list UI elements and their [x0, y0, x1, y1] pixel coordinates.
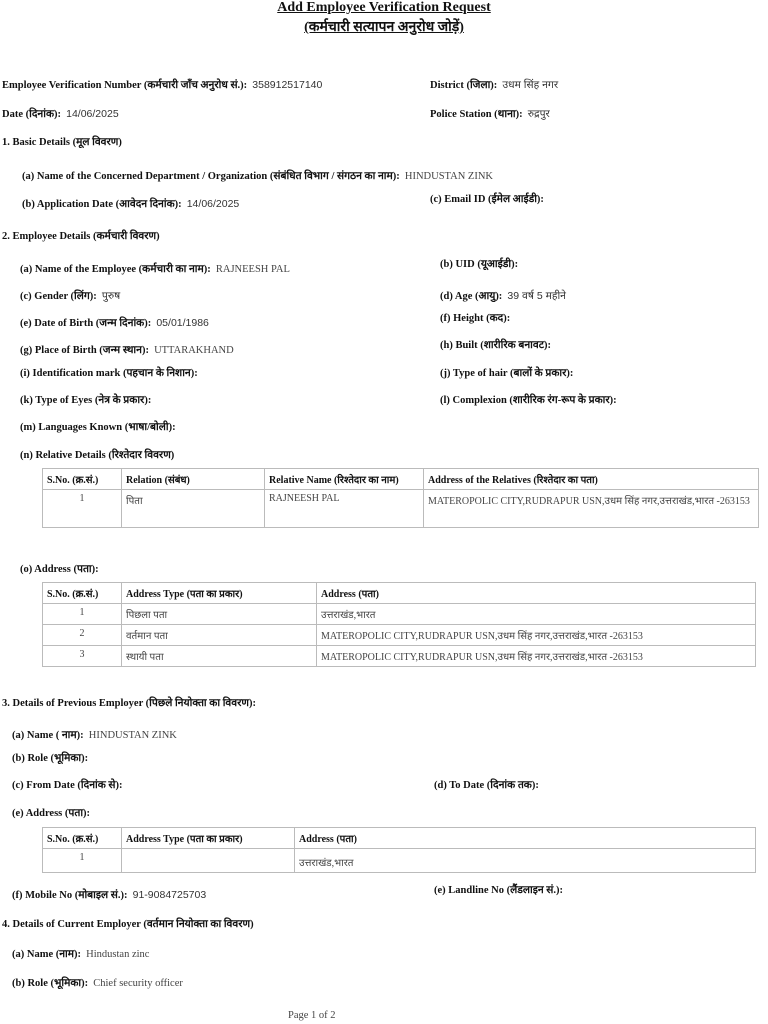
relative-table — [42, 468, 759, 528]
age-field — [440, 284, 566, 303]
date-value: 14/06/2025 — [66, 108, 119, 120]
evn-field — [2, 73, 322, 92]
hair-label: (j) Type of hair (बालों के प्रकार): — [440, 368, 574, 379]
cur-role-label: (b) Role (भूमिका): — [12, 978, 89, 989]
evn-label: Employee Verification Number (कर्मचारी जाँच अनुरोध सं.): — [2, 80, 248, 91]
district-value: उधम सिंह नगर — [502, 79, 559, 91]
previous-heading: 3. Details of Previous Employer (पिछले नियोक्ता का विवरण): — [2, 698, 256, 709]
col-header: S.No. (क्र.सं.) — [43, 828, 122, 849]
cell: MATEROPOLIC CITY,RUDRAPUR USN,उधम सिंह नगर,उत्तराखंड,भारत -263153 — [317, 625, 756, 646]
col-header: S.No. (क्र.सं.) — [43, 469, 122, 490]
current-heading: 4. Details of Current Employer (वर्तमान नियोक्ता का विवरण) — [2, 919, 254, 930]
prev-address-label: (e) Address (पता): — [12, 808, 91, 819]
police-label: Police Station (थाना): — [430, 109, 523, 120]
mobile-value: 91-9084725703 — [132, 889, 207, 901]
cell: MATEROPOLIC CITY,RUDRAPUR USN,उधम सिंह नगर,उत्तराखंड,भारत -263153 — [317, 646, 756, 667]
dept-value: HINDUSTAN ZINK — [404, 171, 493, 182]
complexion-label: (l) Complexion (शारीरिक रंग-रूप के प्रकार): — [440, 395, 617, 406]
appdate-field — [22, 192, 239, 211]
appdate-label: (b) Application Date (आवेदन दिनांक): — [22, 199, 182, 210]
cell: उत्तराखंड,भारत — [317, 604, 756, 625]
height-label: (f) Height (कद): — [440, 313, 511, 324]
cell: 3 — [43, 646, 122, 667]
prev-name-label: (a) Name ( नाम): — [12, 730, 84, 741]
email-label: (c) Email ID (ईमेल आईडी): — [430, 194, 544, 205]
age-value: 39 वर्ष 5 महीने — [507, 290, 566, 302]
page-title: Add Employee Verification Request — [277, 0, 491, 15]
uid-label: (b) UID (यूआईडी): — [440, 259, 519, 270]
cell: 2 — [43, 625, 122, 646]
age-label: (d) Age (आयु): — [440, 291, 503, 302]
date-label: Date (दिनांक): — [2, 109, 62, 120]
table-row — [43, 490, 759, 528]
cell: RAJNEESH PAL — [265, 490, 424, 528]
table-header-row — [43, 469, 759, 490]
gender-value: पुरुष — [101, 290, 121, 302]
table-row — [43, 625, 756, 646]
basic-heading: 1. Basic Details (मूल विवरण) — [2, 137, 122, 148]
cell — [122, 849, 295, 873]
cell: 1 — [43, 490, 122, 528]
prev-from-label: (c) From Date (दिनांक से): — [12, 780, 123, 791]
table-header-row — [43, 583, 756, 604]
address-heading: (o) Address (पता): — [20, 564, 99, 575]
address-table — [42, 582, 756, 667]
gender-field — [20, 284, 120, 303]
idmark-label: (i) Identification mark (पहचान के निशान): — [20, 368, 198, 379]
landline-label: (e) Landline No (लैंडलाइन सं.): — [434, 885, 564, 896]
mobile-field — [12, 883, 206, 902]
table-row — [43, 646, 756, 667]
cell: उत्तराखंड,भारत — [295, 849, 756, 873]
cell: पिछला पता — [122, 604, 317, 625]
cell: MATEROPOLIC CITY,RUDRAPUR USN,उधम सिंह नगर,उत्तराखंड,भारत -263153 — [424, 490, 759, 528]
evn-value: 358912517140 — [252, 79, 323, 91]
col-header: Address Type (पता का प्रकार) — [122, 583, 317, 604]
cell: स्थायी पता — [122, 646, 317, 667]
built-label: (h) Built (शारीरिक बनावट): — [440, 340, 551, 351]
page-number: Page 1 of 2 — [288, 1010, 336, 1021]
dept-label: (a) Name of the Concerned Department / Organization (संबंधित विभाग / संगठन का नाम): — [22, 171, 400, 182]
prev-address-table — [42, 827, 756, 873]
col-header: Relative Name (रिश्तेदार का नाम) — [265, 469, 424, 490]
cur-name-field — [12, 942, 149, 961]
col-header: Address of the Relatives (रिश्तेदार का पता) — [424, 469, 759, 490]
prev-name-value: HINDUSTAN ZINK — [88, 730, 177, 741]
page-subtitle: (कर्मचारी सत्यापन अनुरोध जोड़ें) — [304, 20, 464, 35]
pob-label: (g) Place of Birth (जन्म स्थान): — [20, 345, 149, 356]
dob-value: 05/01/1986 — [156, 317, 209, 329]
cur-role-field — [12, 971, 183, 990]
emp-name-label: (a) Name of the Employee (कर्मचारी का नाम): — [20, 264, 211, 275]
emp-name-field — [20, 257, 290, 276]
table-row — [43, 604, 756, 625]
languages-label: (m) Languages Known (भाषा/बोली): — [20, 422, 176, 433]
mobile-label: (f) Mobile No (मोबाइल सं.): — [12, 890, 128, 901]
col-header: Address (पता) — [295, 828, 756, 849]
emp-name-value: RAJNEESH PAL — [215, 264, 290, 275]
table-row — [43, 849, 756, 873]
prev-name-field — [12, 723, 177, 742]
cur-role-value: Chief security officer — [93, 978, 183, 989]
cell: 1 — [43, 849, 122, 873]
police-value: रुद्रपुर — [527, 108, 550, 120]
cell: वर्तमान पता — [122, 625, 317, 646]
dob-field — [20, 311, 209, 330]
cell: पिता — [122, 490, 265, 528]
pob-value: UTTARAKHAND — [154, 345, 234, 356]
cur-name-value: Hindustan zinc — [86, 949, 150, 960]
col-header: S.No. (क्र.सं.) — [43, 583, 122, 604]
col-header: Relation (संबंध) — [122, 469, 265, 490]
col-header: Address Type (पता का प्रकार) — [122, 828, 295, 849]
gender-label: (c) Gender (लिंग): — [20, 291, 97, 302]
col-header: Address (पता) — [317, 583, 756, 604]
employee-heading: 2. Employee Details (कर्मचारी विवरण) — [2, 231, 160, 242]
cell: 1 — [43, 604, 122, 625]
relative-heading: (n) Relative Details (रिश्तेदार विवरण) — [20, 450, 175, 461]
dob-label: (e) Date of Birth (जन्म दिनांक): — [20, 318, 152, 329]
table-header-row — [43, 828, 756, 849]
cur-name-label: (a) Name (नाम): — [12, 949, 82, 960]
district-field — [430, 73, 558, 92]
eyes-label: (k) Type of Eyes (नेत्र के प्रकार): — [20, 395, 152, 406]
date-field — [2, 102, 119, 121]
police-field — [430, 102, 550, 121]
prev-role-label: (b) Role (भूमिका): — [12, 753, 89, 764]
appdate-value: 14/06/2025 — [186, 198, 240, 210]
prev-to-label: (d) To Date (दिनांक तक): — [434, 780, 539, 791]
pob-field — [20, 338, 234, 357]
dept-field — [22, 164, 493, 183]
district-label: District (जिला): — [430, 80, 498, 91]
